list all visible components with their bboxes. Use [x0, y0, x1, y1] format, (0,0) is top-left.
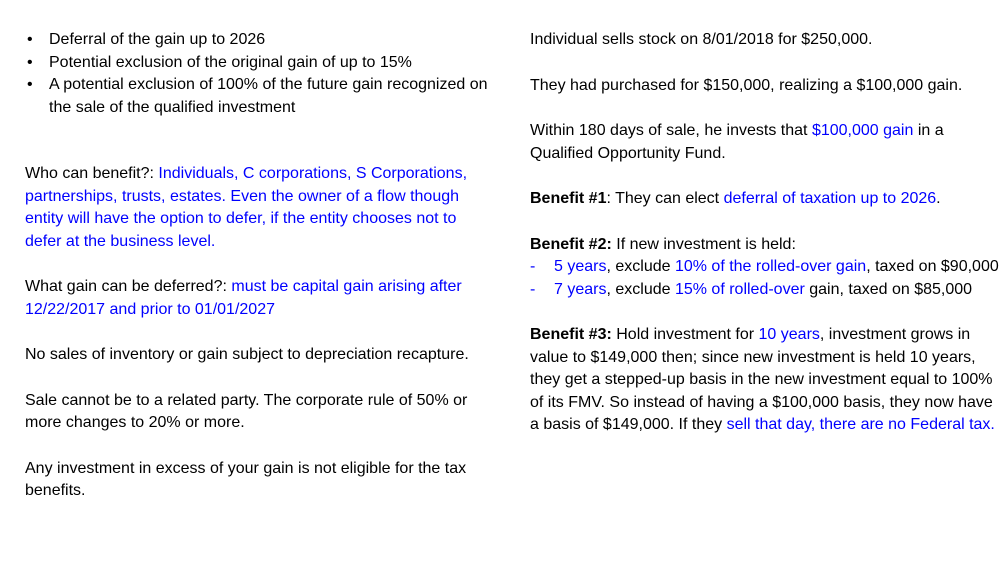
list-item	[25, 29, 495, 52]
invest-text-pre: Within 180 days of sale, he invests that	[530, 122, 812, 139]
key-benefits-list	[25, 29, 495, 119]
purchase-example: They had purchased for $150,000, realizing a $100,000 gain.	[530, 76, 963, 94]
benefit-3-pre: Hold investment for	[611, 326, 759, 343]
list-item	[530, 279, 1000, 302]
what-gain-deferred	[25, 276, 495, 321]
taxed-on: gain, taxed on $85,000	[804, 280, 973, 298]
holding-years: 5 years	[554, 258, 607, 275]
what-gain-label: What gain can be deferred?:	[25, 278, 232, 295]
right-column	[530, 29, 1000, 437]
benefit-3	[530, 324, 1000, 437]
bullet-text: Potential exclusion of the original gain of up to 15%	[49, 53, 412, 71]
exclusion-highlight: 10% of the rolled-over gain	[674, 258, 867, 275]
benefit-1	[530, 188, 1000, 211]
benefit-2	[530, 234, 1000, 302]
who-can-benefit	[25, 163, 495, 253]
benefit-2-heading	[530, 234, 1000, 257]
bullet-dot-icon: •	[27, 76, 33, 93]
benefit-2-label: Benefit #2:	[530, 235, 612, 253]
no-sales-note: No sales of inventory or gain subject to depreciation recapture.	[25, 346, 469, 363]
benefit-2-intro: If new investment is held:	[611, 235, 796, 253]
benefit-1-post: .	[936, 190, 941, 207]
invest-example	[530, 120, 1000, 165]
dash-icon: -	[530, 258, 536, 275]
benefit-3-highlight-no-tax: sell that day, there are no Federal tax.	[726, 416, 995, 433]
benefit-3-highlight-years: 10 years	[758, 326, 820, 343]
left-column	[25, 29, 495, 503]
benefit-3-mid: , investment grows in value to $149,000 then; since new investment is held 10 years, they get a stepped-up basis in the new investment equal to 100% of its FMV. So instead of having a $100,000 basis, they now have a basis of $149,000. If they	[530, 326, 993, 433]
holding-years: 7 years	[554, 280, 607, 298]
sale-example: Individual sells stock on 8/01/2018 for $250,000.	[530, 31, 873, 48]
list-item	[530, 256, 1000, 279]
benefit-1-label: Benefit #1	[530, 190, 607, 207]
benefit-1-highlight: deferral of taxation up to 2026	[723, 190, 937, 207]
excess-investment-note: Any investment in excess of your gain is not eligible for the tax benefits.	[25, 459, 467, 499]
benefit-2-list	[530, 256, 1000, 301]
invest-text-post: in a Qualified Opportunity Fund.	[530, 122, 944, 162]
taxed-on: , taxed on $90,000	[866, 258, 999, 275]
list-item	[25, 52, 495, 75]
bullet-dot-icon: •	[27, 31, 33, 48]
related-party-note: Sale cannot be to a related party. The corporate rule of 50% or more changes to 20% or more.	[25, 391, 468, 431]
who-can-benefit-answer: Individuals, C corporations, S Corporations, partnerships, trusts, estates. Even the owner of a flow though entity will have the option to defer, if the entity chooses not to defer at the business level.	[25, 165, 468, 250]
benefit-1-pre: : They can elect	[606, 190, 724, 207]
bullet-text: Deferral of the gain up to 2026	[49, 31, 266, 48]
dash-icon: -	[530, 280, 536, 298]
what-gain-answer: must be capital gain arising after 12/22/2017 and prior to 01/01/2027	[25, 278, 462, 318]
holding-mid: , exclude	[606, 258, 675, 275]
bullet-text: A potential exclusion of 100% of the future gain recognized on the sale of the qualified investment	[49, 76, 488, 116]
holding-mid: , exclude	[606, 280, 675, 298]
exclusion-highlight: 15% of rolled-over	[674, 280, 805, 298]
benefit-3-label: Benefit #3:	[530, 326, 612, 343]
who-can-benefit-label: Who can benefit?:	[25, 165, 159, 182]
list-item	[25, 74, 495, 119]
invest-highlight: $100,000 gain	[811, 122, 914, 139]
bullet-dot-icon: •	[27, 53, 33, 71]
